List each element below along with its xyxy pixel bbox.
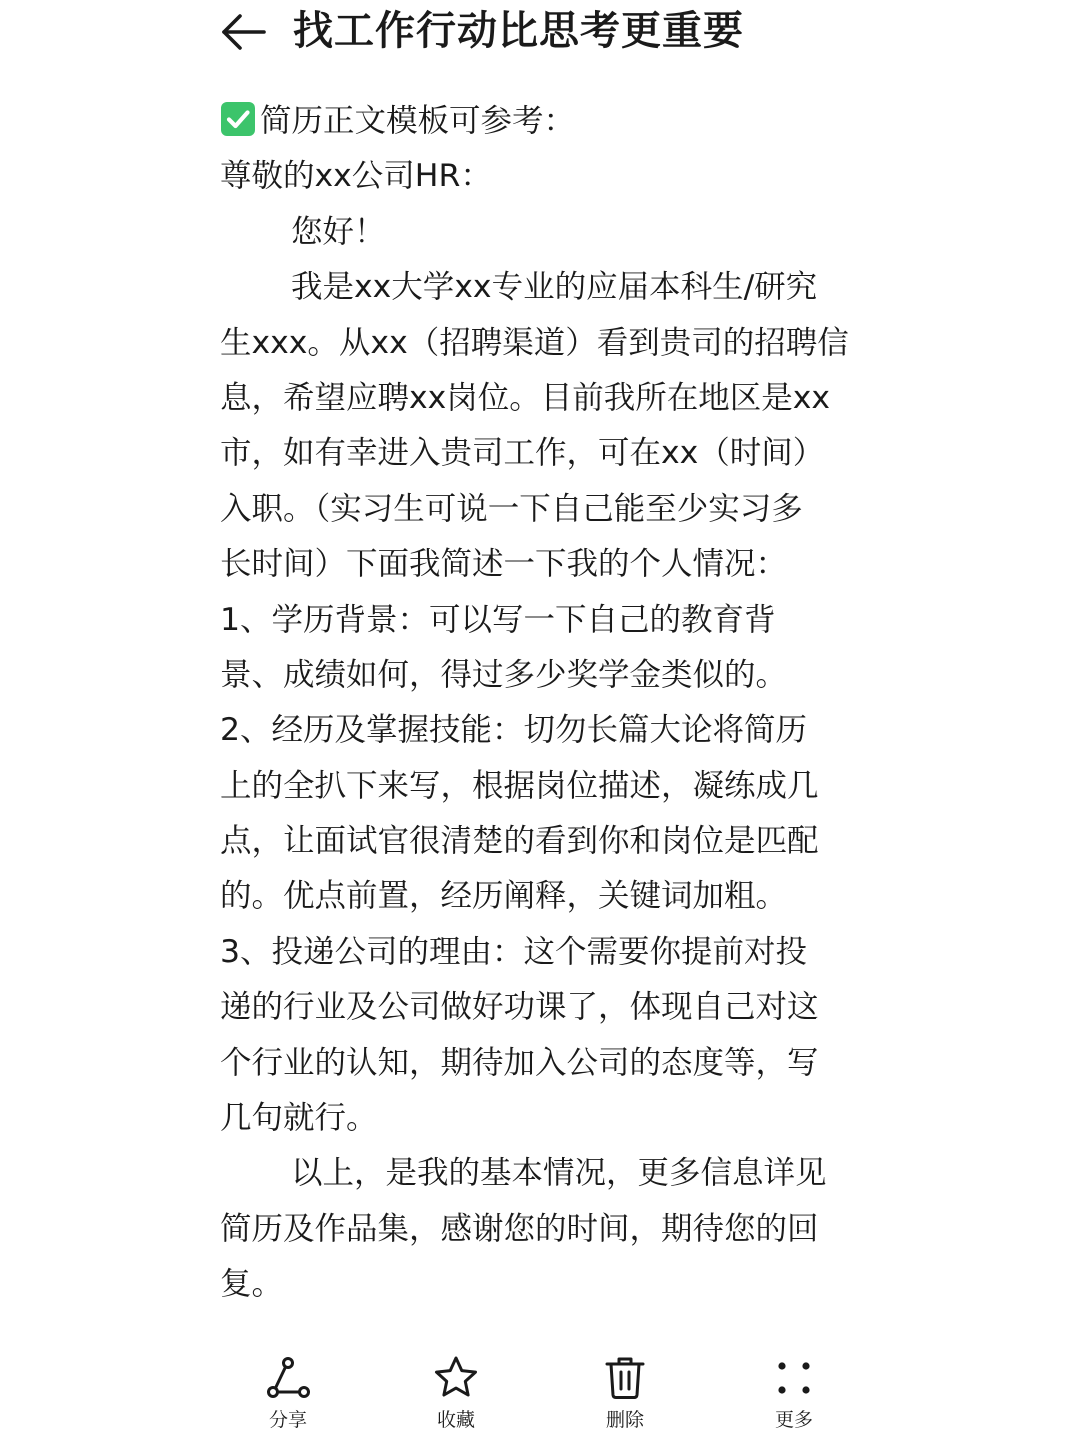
trash-icon: [601, 1354, 649, 1402]
note-line: 2、经历及掌握技能：切勿长篇大论将简历: [220, 712, 808, 749]
delete-label: 删除: [605, 1409, 644, 1431]
note-line: 的。优点前置，经历阐释，关键词加粗。: [220, 878, 788, 915]
favorite-label: 收藏: [436, 1409, 475, 1431]
note-line: 市，如有幸进入贵司工作，可在xx（时间）: [220, 435, 825, 472]
note-line: 1、学历背景：可以写一下自己的教育背: [220, 601, 776, 638]
note-line: 景、成绩如何，得过多少奖学金类似的。: [220, 656, 788, 693]
four-dots-icon: [770, 1354, 818, 1402]
note-line: 递的行业及公司做好功课了，体现自己对这: [220, 989, 819, 1026]
note-line: 我是xx大学xx专业的应届本科生/研究: [291, 269, 818, 306]
note-line: 个行业的认知，期待加入公司的态度等，写: [220, 1044, 819, 1081]
favorite-button[interactable]: [401, 1350, 511, 1436]
note-line: 入职。（实习生可说一下自己能至少实习多: [220, 490, 803, 527]
share-nodes-icon: [264, 1354, 312, 1402]
note-line: 您好！: [291, 213, 386, 250]
header-bar: [0, 0, 1080, 70]
bottom-toolbar: [0, 1350, 1080, 1440]
note-content[interactable]: [220, 94, 870, 1313]
note-heading: 简历正文模板可参考：: [260, 103, 576, 139]
more-button[interactable]: [739, 1350, 849, 1436]
note-line: 点，让面试官很清楚的看到你和岗位是匹配: [220, 823, 819, 860]
note-line: 上的全扒下来写，根据岗位描述，凝练成几: [220, 767, 819, 804]
back-button[interactable]: [218, 6, 270, 58]
note-line: 3、投递公司的理由：这个需要你提前对投: [220, 933, 808, 970]
arrow-left-icon: [218, 6, 270, 58]
note-line: 几句就行。: [220, 1100, 378, 1137]
check-mark-icon: [220, 101, 256, 137]
note-line: 复。: [220, 1266, 284, 1303]
note-line: 简历及作品集，感谢您的时间，期待您的回: [220, 1210, 819, 1247]
page-title: 找工作行动比思考更重要: [293, 8, 744, 54]
note-line: 以上，是我的基本情况，更多信息详见: [291, 1155, 827, 1192]
note-line: 长时间）下面我简述一下我的个人情况：: [220, 546, 788, 583]
delete-button[interactable]: [570, 1350, 680, 1436]
more-label: 更多: [774, 1409, 813, 1431]
note-line: 息，希望应聘xx岗位。目前我所在地区是xx: [220, 379, 831, 416]
note-line: 尊敬的xx公司HR：: [220, 158, 492, 195]
note-line: [220, 94, 870, 149]
share-label: 分享: [268, 1409, 307, 1431]
note-line: 生xxx。从xx（招聘渠道）看到贵司的招聘信: [220, 324, 849, 361]
share-button[interactable]: [233, 1350, 343, 1436]
star-icon: [432, 1354, 480, 1402]
